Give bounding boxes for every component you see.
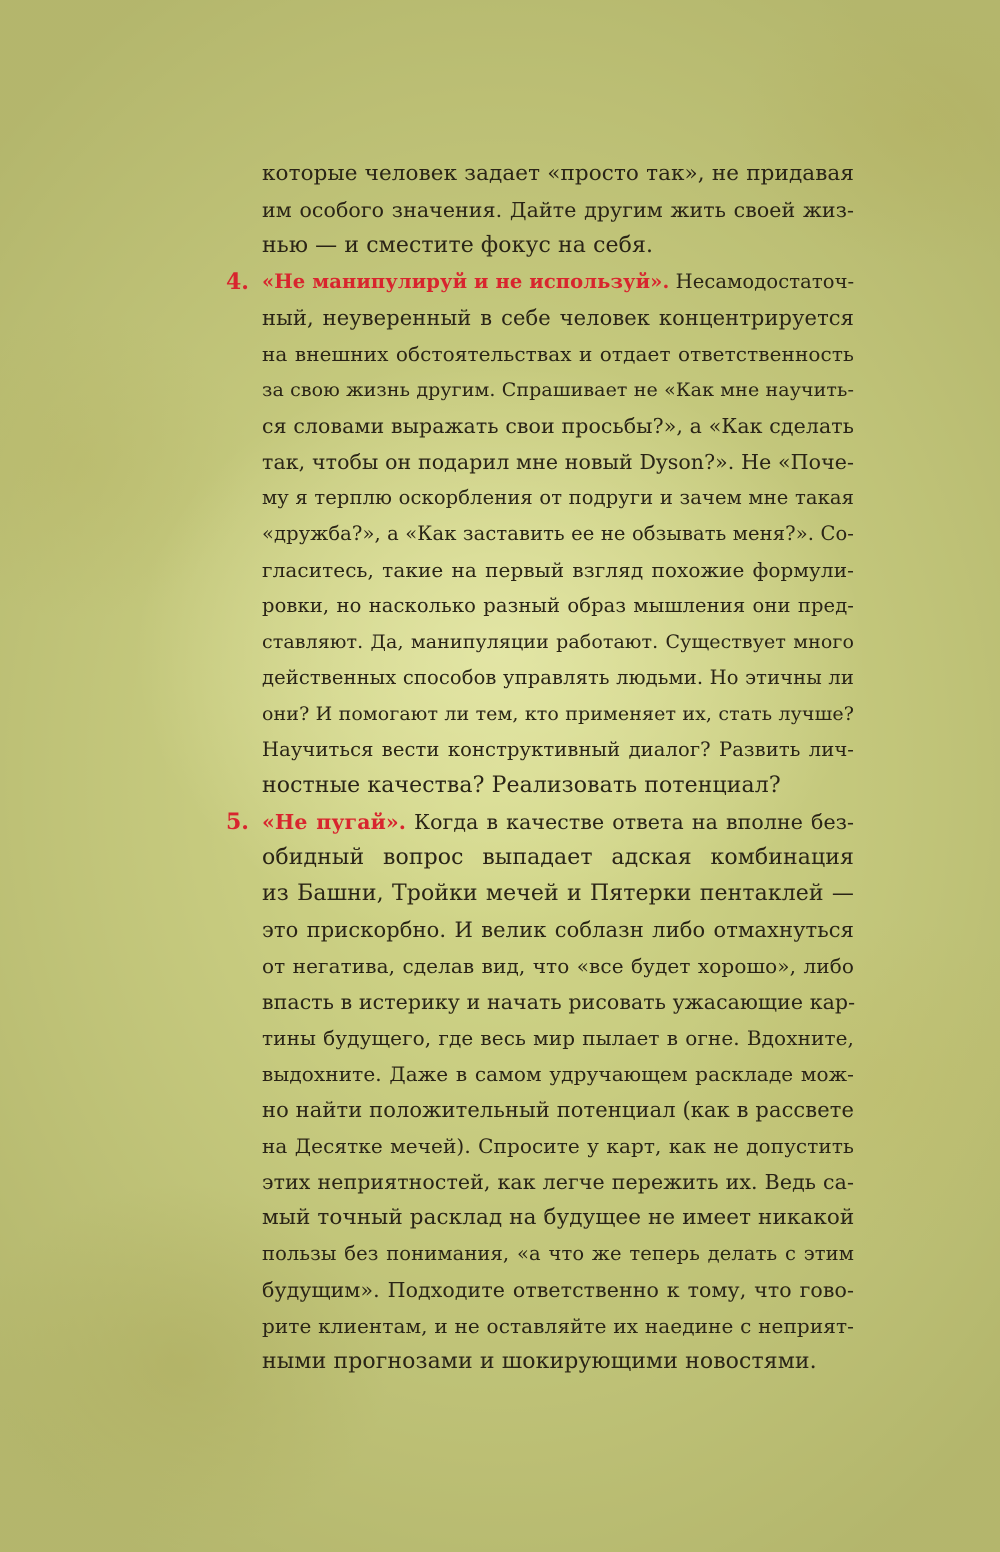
item-4-first-line: [262, 264, 854, 300]
text-line: из Башни, Тройки мечей и Пятерки пентаклей —: [262, 881, 854, 906]
text-line: это прискорбно. И велик соблазн либо отмахнуться: [262, 918, 854, 942]
text-line: рите клиентам, и не оставляйте их наедине с неприят-: [262, 1314, 854, 1338]
text-line: за свою жизнь другим. Спрашивает не «Как мне научить-: [262, 379, 854, 401]
text-line: которые человек задает «просто так», не придавая: [262, 161, 854, 186]
item-5-first-line: [262, 804, 854, 840]
text-line: но найти положительный потенциал (как в рассвете: [262, 1098, 854, 1122]
text-line: мый точный расклад на будущее не имеет никакой: [262, 1205, 855, 1230]
text-line: тины будущего, где весь мир пылает в огне. Вдохните,: [262, 1026, 854, 1050]
text-line: будущим». Подходите ответственно к тому, что гово-: [262, 1278, 854, 1302]
text-line: ными прогнозами и шокирующими новостями.: [262, 1349, 817, 1374]
list-number-4: 4.: [226, 269, 249, 295]
text-fragment: Несамодостаточ-: [675, 270, 855, 293]
text-line: ный, неуверенный в себе человек концентрируется: [262, 306, 854, 330]
text-line: выдохните. Даже в самом удручающем раскладе мож-: [262, 1062, 854, 1086]
text-fragment: Когда в качестве ответа на вполне без-: [414, 810, 855, 834]
list-number-5: 5.: [226, 809, 249, 835]
text-line: на внешних обстоятельствах и отдает ответственность: [262, 342, 854, 366]
text-line: пользы без понимания, «а что же теперь делать с этим: [262, 1242, 854, 1265]
text-line: на Десятке мечей). Спросите у карт, как не допустить: [262, 1134, 854, 1158]
text-line: «дружба?», а «Как заставить ее не обзывать меня?». Со-: [262, 522, 854, 545]
text-line: от негатива, сделав вид, что «все будет хорошо», либо: [262, 954, 854, 978]
text-line: им особого значения. Дайте другим жить своей жиз-: [262, 198, 854, 222]
text-line: этих неприятностей, как легче пережить их. Ведь са-: [262, 1170, 854, 1194]
text-line: ставляют. Да, манипуляции работают. Существует много: [262, 631, 854, 653]
text-line: ностные качества? Реализовать потенциал?: [262, 773, 781, 798]
text-line: так, чтобы он подарил мне новый Dyson?». Не «Поче-: [262, 450, 854, 474]
text-line: они? И помогают ли тем, кто применяет их, стать лучше?: [262, 703, 854, 725]
text-line: му я терплю оскорбления от подруги и зачем мне такая: [262, 486, 854, 509]
text-line: действенных способов управлять людьми. Но этичны ли: [262, 666, 854, 689]
text-line: нью — и сместите фокус на себя.: [262, 233, 654, 258]
item-4-heading: «Не манипулируй и не используй».: [262, 270, 670, 293]
item-5-heading: «Не пугай».: [262, 810, 407, 834]
text-line: обидный вопрос выпадает адская комбинация: [262, 845, 854, 870]
text-line: Научиться вести конструктивный диалог? Развить лич-: [262, 738, 854, 761]
text-line: гласитесь, такие на первый взгляд похожие формули-: [262, 558, 854, 582]
text-line: ся словами выражать свои просьбы?», а «Как сделать: [262, 414, 854, 438]
text-line: ровки, но насколько разный образ мышления они пред-: [262, 594, 854, 617]
text-line: впасть в истерику и начать рисовать ужасающие кар-: [262, 990, 856, 1014]
